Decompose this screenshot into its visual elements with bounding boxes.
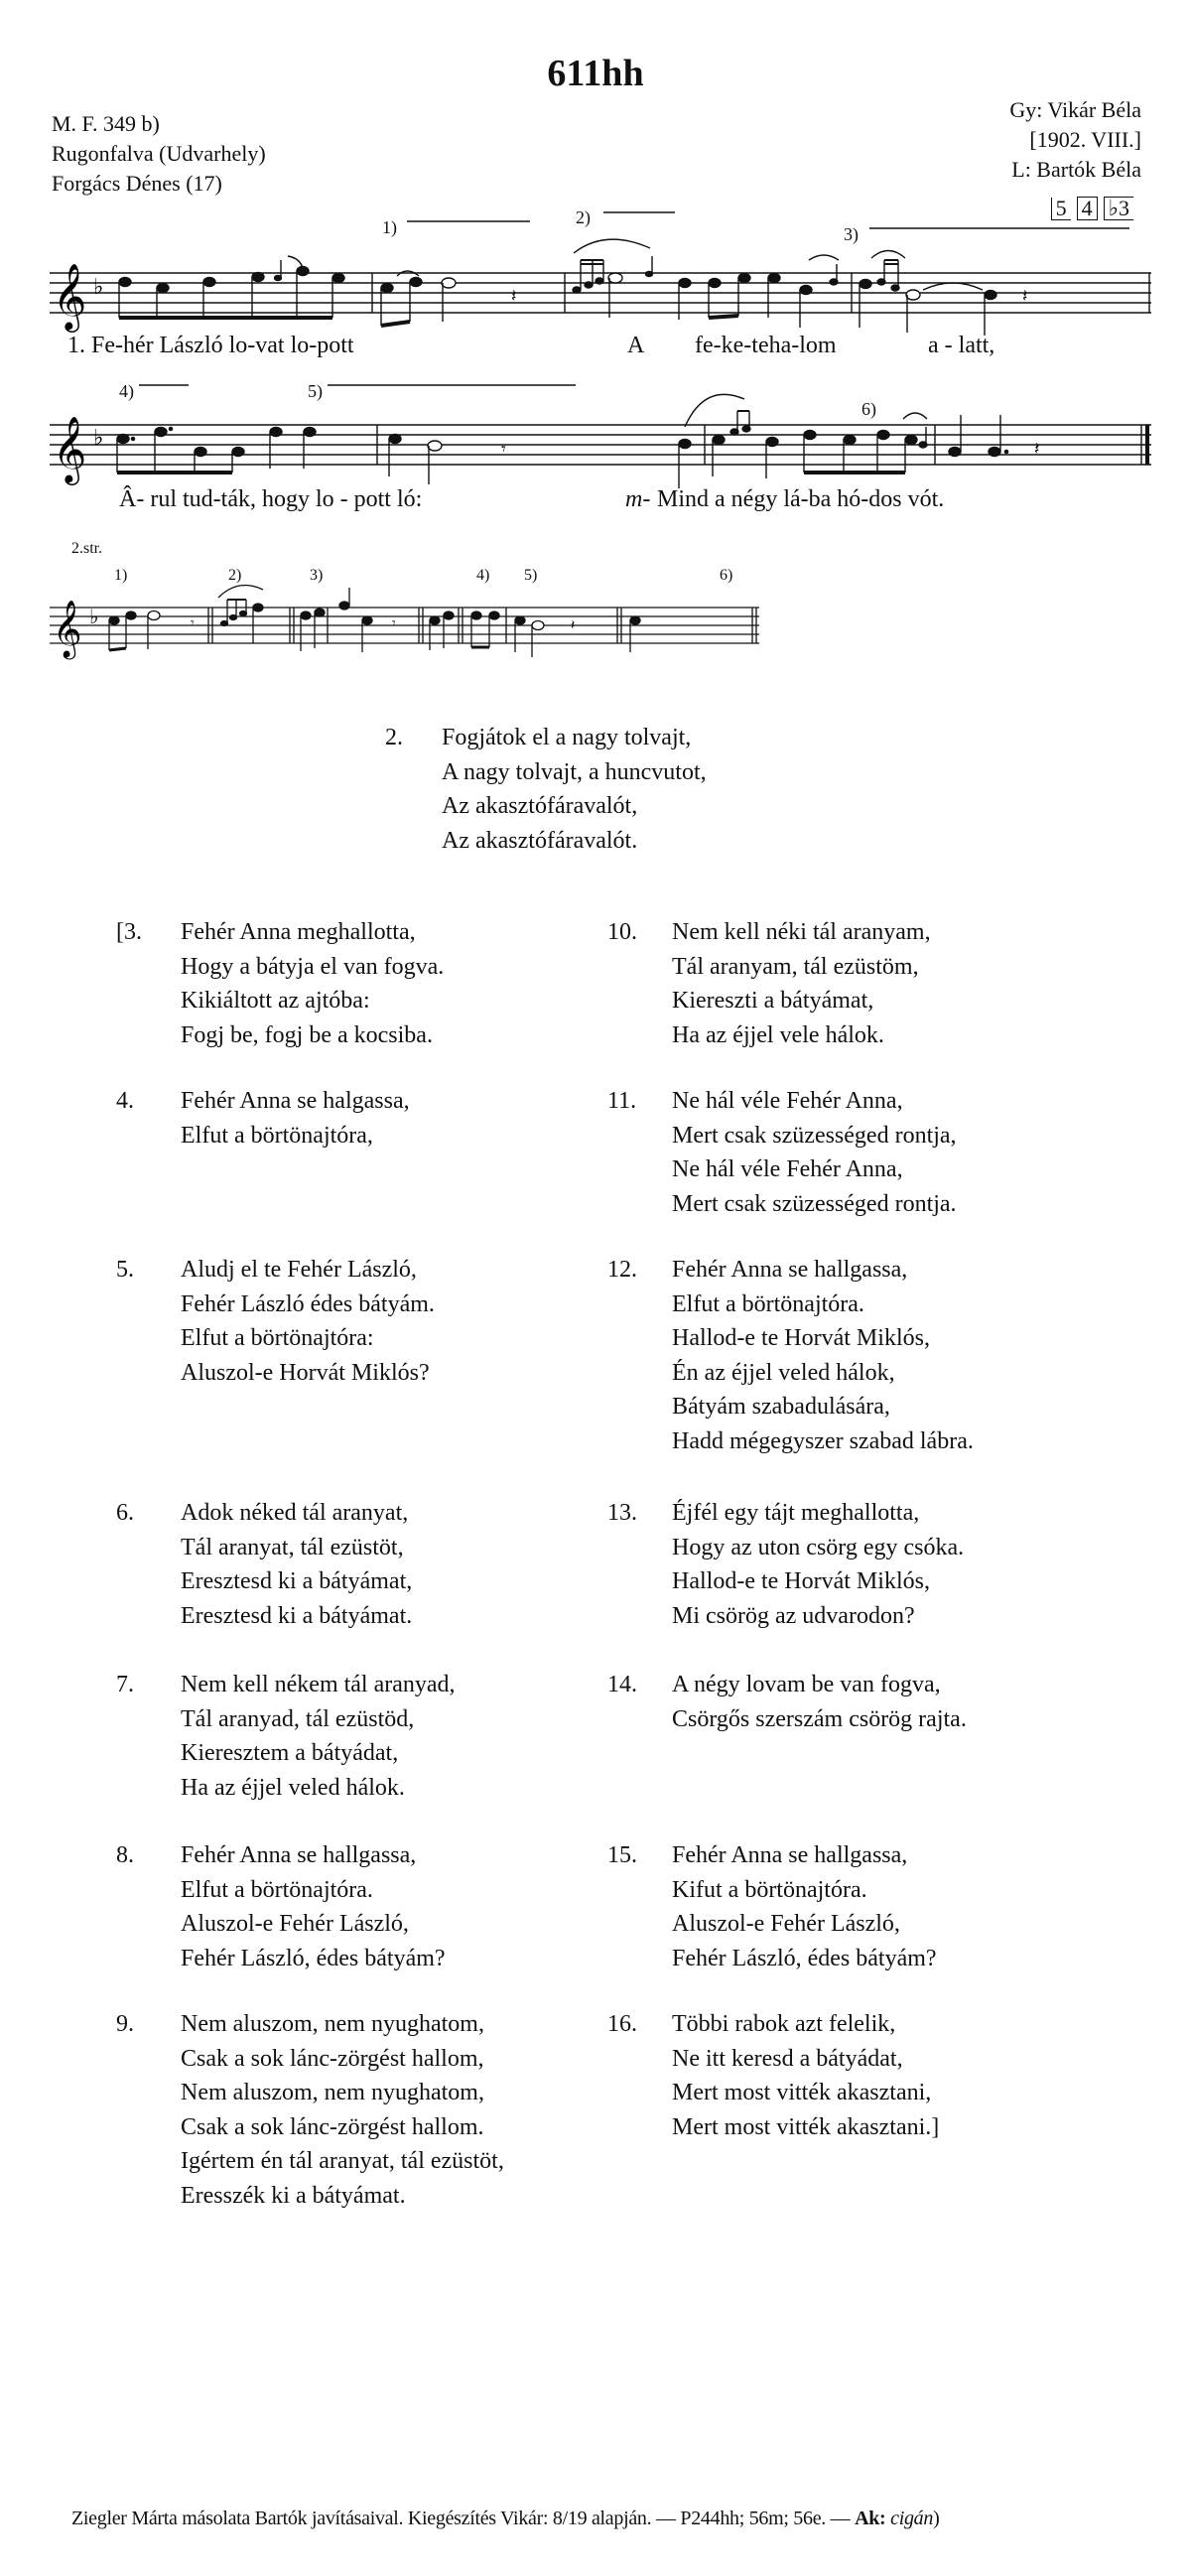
collector-info <box>1009 95 1141 185</box>
verse-line: Fogj be, fogj be a kocsiba. <box>181 1021 433 1048</box>
verse-line: Hogy az uton csörg egy csóka. <box>672 1534 965 1560</box>
verse-line: Mi csörög az udvarodon? <box>672 1602 915 1629</box>
svg-text:𝄾: 𝄾 <box>191 616 195 631</box>
transcriber: L: Bartók Béla <box>1011 157 1141 182</box>
verse-line: Aludj el te Fehér László, <box>181 1257 417 1283</box>
verse-lines <box>672 1496 964 1633</box>
footer-note <box>71 2508 939 2530</box>
treble-clef-icon: 𝄞 <box>53 415 87 482</box>
verse-line: Fehér László, édes bátyám? <box>181 1945 446 1971</box>
verse-line: Csak a sok lánc-zörgést hallom. <box>181 2113 484 2140</box>
verse-line: Ne itt keresd a bátyádat, <box>672 2045 903 2072</box>
page-title: 611hh <box>547 53 644 94</box>
verse-line: Aluszol-e Horvát Miklós? <box>181 1359 430 1386</box>
verse-lines <box>672 1838 937 1975</box>
verse-number: 7. <box>116 1672 134 1697</box>
verse-line: Mert most vitték akasztani, <box>672 2080 932 2105</box>
verse-line: Fehér László, édes bátyám? <box>672 1945 937 1971</box>
verse-line: Fogjátok el a nagy tolvajt, <box>442 725 692 750</box>
verse-number: 12. <box>607 1257 637 1283</box>
footer-bold: Ak: <box>855 2508 886 2529</box>
verse-line: A nagy tolvajt, a huncvutot, <box>442 758 707 785</box>
verse-line: Tál aranyad, tál ezüstöd, <box>181 1705 415 1732</box>
flat-icon: ♭ <box>93 426 104 451</box>
verse-line: Kikiáltott az ajtóba: <box>181 988 370 1014</box>
ending-mark: 2) <box>576 207 591 227</box>
verse-line: Hallod-e te Horvát Miklós, <box>672 1568 930 1594</box>
lyric-line-1c: fe-ke-teha-lom <box>695 333 837 358</box>
lyric-line-1d: a - latt, <box>928 333 995 358</box>
verse-line: Eresszék ki a bátyámat. <box>181 2182 406 2209</box>
verse-number: 4. <box>116 1088 134 1114</box>
verse-lines <box>181 1838 446 1975</box>
svg-text:𝄽: 𝄽 <box>1022 286 1028 306</box>
verse-number: 13. <box>607 1500 637 1526</box>
notes <box>119 239 1149 336</box>
treble-clef-icon: 𝄞 <box>53 600 82 657</box>
verse-line: Éjfél egy tájt meghallotta, <box>672 1500 920 1526</box>
source-info <box>52 109 266 199</box>
svg-text:𝄽: 𝄽 <box>571 618 576 633</box>
music-staff-3 <box>50 558 764 667</box>
verse-line: Mert most vitték akasztani.] <box>672 2113 940 2140</box>
verse-line: Hogy a bátyja el van fogva. <box>181 953 445 980</box>
verse-line: Eresztesd ki a bátyámat, <box>181 1568 413 1594</box>
lyric-line-2b: m- <box>625 486 651 512</box>
verse-line: Az akasztófáravalót, <box>442 793 638 819</box>
verse-number: 14. <box>607 1672 637 1697</box>
cadence-box-2: 4 <box>1077 197 1098 220</box>
verse-lines <box>672 1084 957 1221</box>
footer-tail: ) <box>933 2508 940 2529</box>
svg-text:𝄾: 𝄾 <box>392 616 396 631</box>
verse-lines <box>181 1084 410 1152</box>
verse-number: [3. <box>116 919 142 945</box>
verse-line: Csak a sok lánc-zörgést hallom, <box>181 2045 484 2072</box>
verse-line: Elfut a börtönajtóra. <box>181 1876 373 1903</box>
verse-line: Nem aluszom, nem nyughatom, <box>181 2011 484 2037</box>
verse-line: Többi rabok azt felelik, <box>672 2011 896 2037</box>
lyric-line-2a: Â- rul tud-ták, hogy lo - pott ló: <box>119 486 423 512</box>
verse-line: Csörgős szerszám csörög rajta. <box>672 1705 967 1732</box>
source-location: Rugonfalva (Udvarhely) <box>52 141 266 166</box>
lyric-line-1a: 1. Fe-hér László lo-vat lo-pott <box>67 333 354 358</box>
verse-line: Fehér Anna meghallotta, <box>181 919 416 945</box>
verse-lines <box>181 915 444 1052</box>
verse-line: Elfut a börtönajtóra. <box>672 1290 864 1317</box>
cadence-box-1: 5 <box>1051 198 1071 220</box>
cadence-box-3: ♭3 <box>1104 197 1133 220</box>
verse-line: Ne hál véle Fehér Anna, <box>672 1156 903 1182</box>
ending-mark: 4) <box>476 567 490 584</box>
ending-mark: 3) <box>844 224 859 244</box>
verse-number: 5. <box>116 1257 134 1283</box>
notes <box>117 394 1147 488</box>
verse-line: Adok néked tál aranyat, <box>181 1500 409 1526</box>
verse-lines <box>181 1496 412 1633</box>
verse-line: Ha az éjjel vele hálok. <box>672 1021 884 1048</box>
verse-number: 10. <box>607 919 637 945</box>
verse-lines <box>672 1253 974 1458</box>
verse-line: Kiereszti a bátyámat, <box>672 988 874 1014</box>
verse-line: Nem kell nékem tál aranyad, <box>181 1672 456 1697</box>
verse-line: Hadd mégegyszer szabad lábra. <box>672 1427 974 1454</box>
lyric-line-1b: A <box>627 333 645 358</box>
verse-lines <box>672 915 931 1052</box>
flat-icon: ♭ <box>93 275 104 300</box>
verse-lines <box>672 1668 967 1736</box>
svg-text:𝄽: 𝄽 <box>1034 439 1040 459</box>
footer-italic: cigán <box>890 2508 934 2529</box>
verse-line: Tál aranyat, tál ezüstöt, <box>181 1534 404 1560</box>
ending-marks <box>119 381 876 420</box>
ending-marks <box>114 567 732 584</box>
verse-line: Tál aranyam, tál ezüstöm, <box>672 953 919 980</box>
ending-mark: 5) <box>308 381 323 401</box>
verse-line: Elfut a börtönajtóra, <box>181 1122 373 1149</box>
verse-number: 6. <box>116 1500 134 1526</box>
verse-line: Az akasztófáravalót. <box>442 827 638 854</box>
verse-lines <box>181 1253 435 1390</box>
verse-line: Ha az éjjel veled hálok. <box>181 1774 405 1801</box>
verse-line: Nem kell néki tál aranyam, <box>672 919 931 945</box>
verse-line: Bátyám szabadulására, <box>672 1394 890 1420</box>
verse-line: Nem aluszom, nem nyughatom, <box>181 2080 484 2105</box>
verse-line: Kieresztem a bátyádat, <box>181 1740 399 1766</box>
verse-line: Mert csak szüzességed rontja, <box>672 1122 957 1149</box>
verse-lines <box>181 1668 456 1805</box>
verse-line: Mert csak szüzességed rontja. <box>672 1190 957 1217</box>
ending-marks <box>382 207 1129 245</box>
verse-line: Eresztesd ki a bátyámat. <box>181 1602 413 1629</box>
verse-line: Fehér Anna se hallgassa, <box>672 1842 908 1868</box>
ending-mark: 6) <box>861 399 876 419</box>
ending-mark: 1) <box>114 567 128 584</box>
source-catalog: M. F. 349 b) <box>52 111 160 136</box>
verse-line: Hallod-e te Horvát Miklós, <box>672 1325 930 1351</box>
svg-text:𝄽: 𝄽 <box>511 286 517 306</box>
svg-text:𝄾: 𝄾 <box>501 439 506 459</box>
verse-line: Ne hál véle Fehér Anna, <box>672 1088 903 1114</box>
ending-mark: 1) <box>382 217 397 237</box>
ending-mark: 4) <box>119 381 134 401</box>
verse-line: Kifut a börtönajtóra. <box>672 1876 867 1903</box>
verse-line: Fehér Anna se halgassa, <box>181 1088 410 1114</box>
treble-clef-icon: 𝄞 <box>53 262 87 330</box>
source-singer: Forgács Dénes (17) <box>52 171 222 196</box>
verse-number: 15. <box>607 1842 637 1868</box>
verse-lines <box>672 2007 939 2144</box>
flat-icon: ♭ <box>89 605 99 628</box>
strophe-label: 2.str. <box>71 540 103 557</box>
verse-lines <box>442 721 707 858</box>
verse-line: Fehér Anna se hallgassa, <box>181 1842 417 1868</box>
verse-lines <box>181 2007 504 2213</box>
verse-line: Igértem én tál aranyat, tál ezüstöt, <box>181 2148 504 2174</box>
verse-number: 2. <box>385 725 403 750</box>
ending-mark: 5) <box>524 567 538 584</box>
footer-text: Ziegler Márta másolata Bartók javításaival. Kiegészítés Vikár: 8/19 alapján. — P244hh; 56m; 56e. — <box>71 2508 856 2529</box>
ending-mark: 6) <box>720 567 733 584</box>
verse-line: Fehér László édes bátyám. <box>181 1290 435 1317</box>
verse-number: 16. <box>607 2011 637 2037</box>
collection-date: [1902. VIII.] <box>1029 127 1141 152</box>
variant-notes <box>109 586 756 658</box>
ending-mark: 3) <box>310 567 324 584</box>
verse-line: Fehér Anna se hallgassa, <box>672 1257 908 1283</box>
verse-line: A négy lovam be van fogva, <box>672 1672 941 1697</box>
verse-number: 9. <box>116 2011 134 2037</box>
ending-mark: 2) <box>228 567 242 584</box>
collector: Gy: Vikár Béla <box>1009 97 1141 122</box>
verse-number: 8. <box>116 1842 134 1868</box>
verse-number: 11. <box>607 1088 637 1114</box>
verse-line: Aluszol-e Fehér László, <box>672 1911 900 1937</box>
lyric-line-2c: Mind a négy lá-ba hó-dos vót. <box>657 486 945 512</box>
verse-line: Én az éjjel veled hálok, <box>672 1359 895 1386</box>
verse-line: Elfut a börtönajtóra: <box>181 1325 374 1351</box>
verse-line: Aluszol-e Fehér László, <box>181 1911 409 1937</box>
